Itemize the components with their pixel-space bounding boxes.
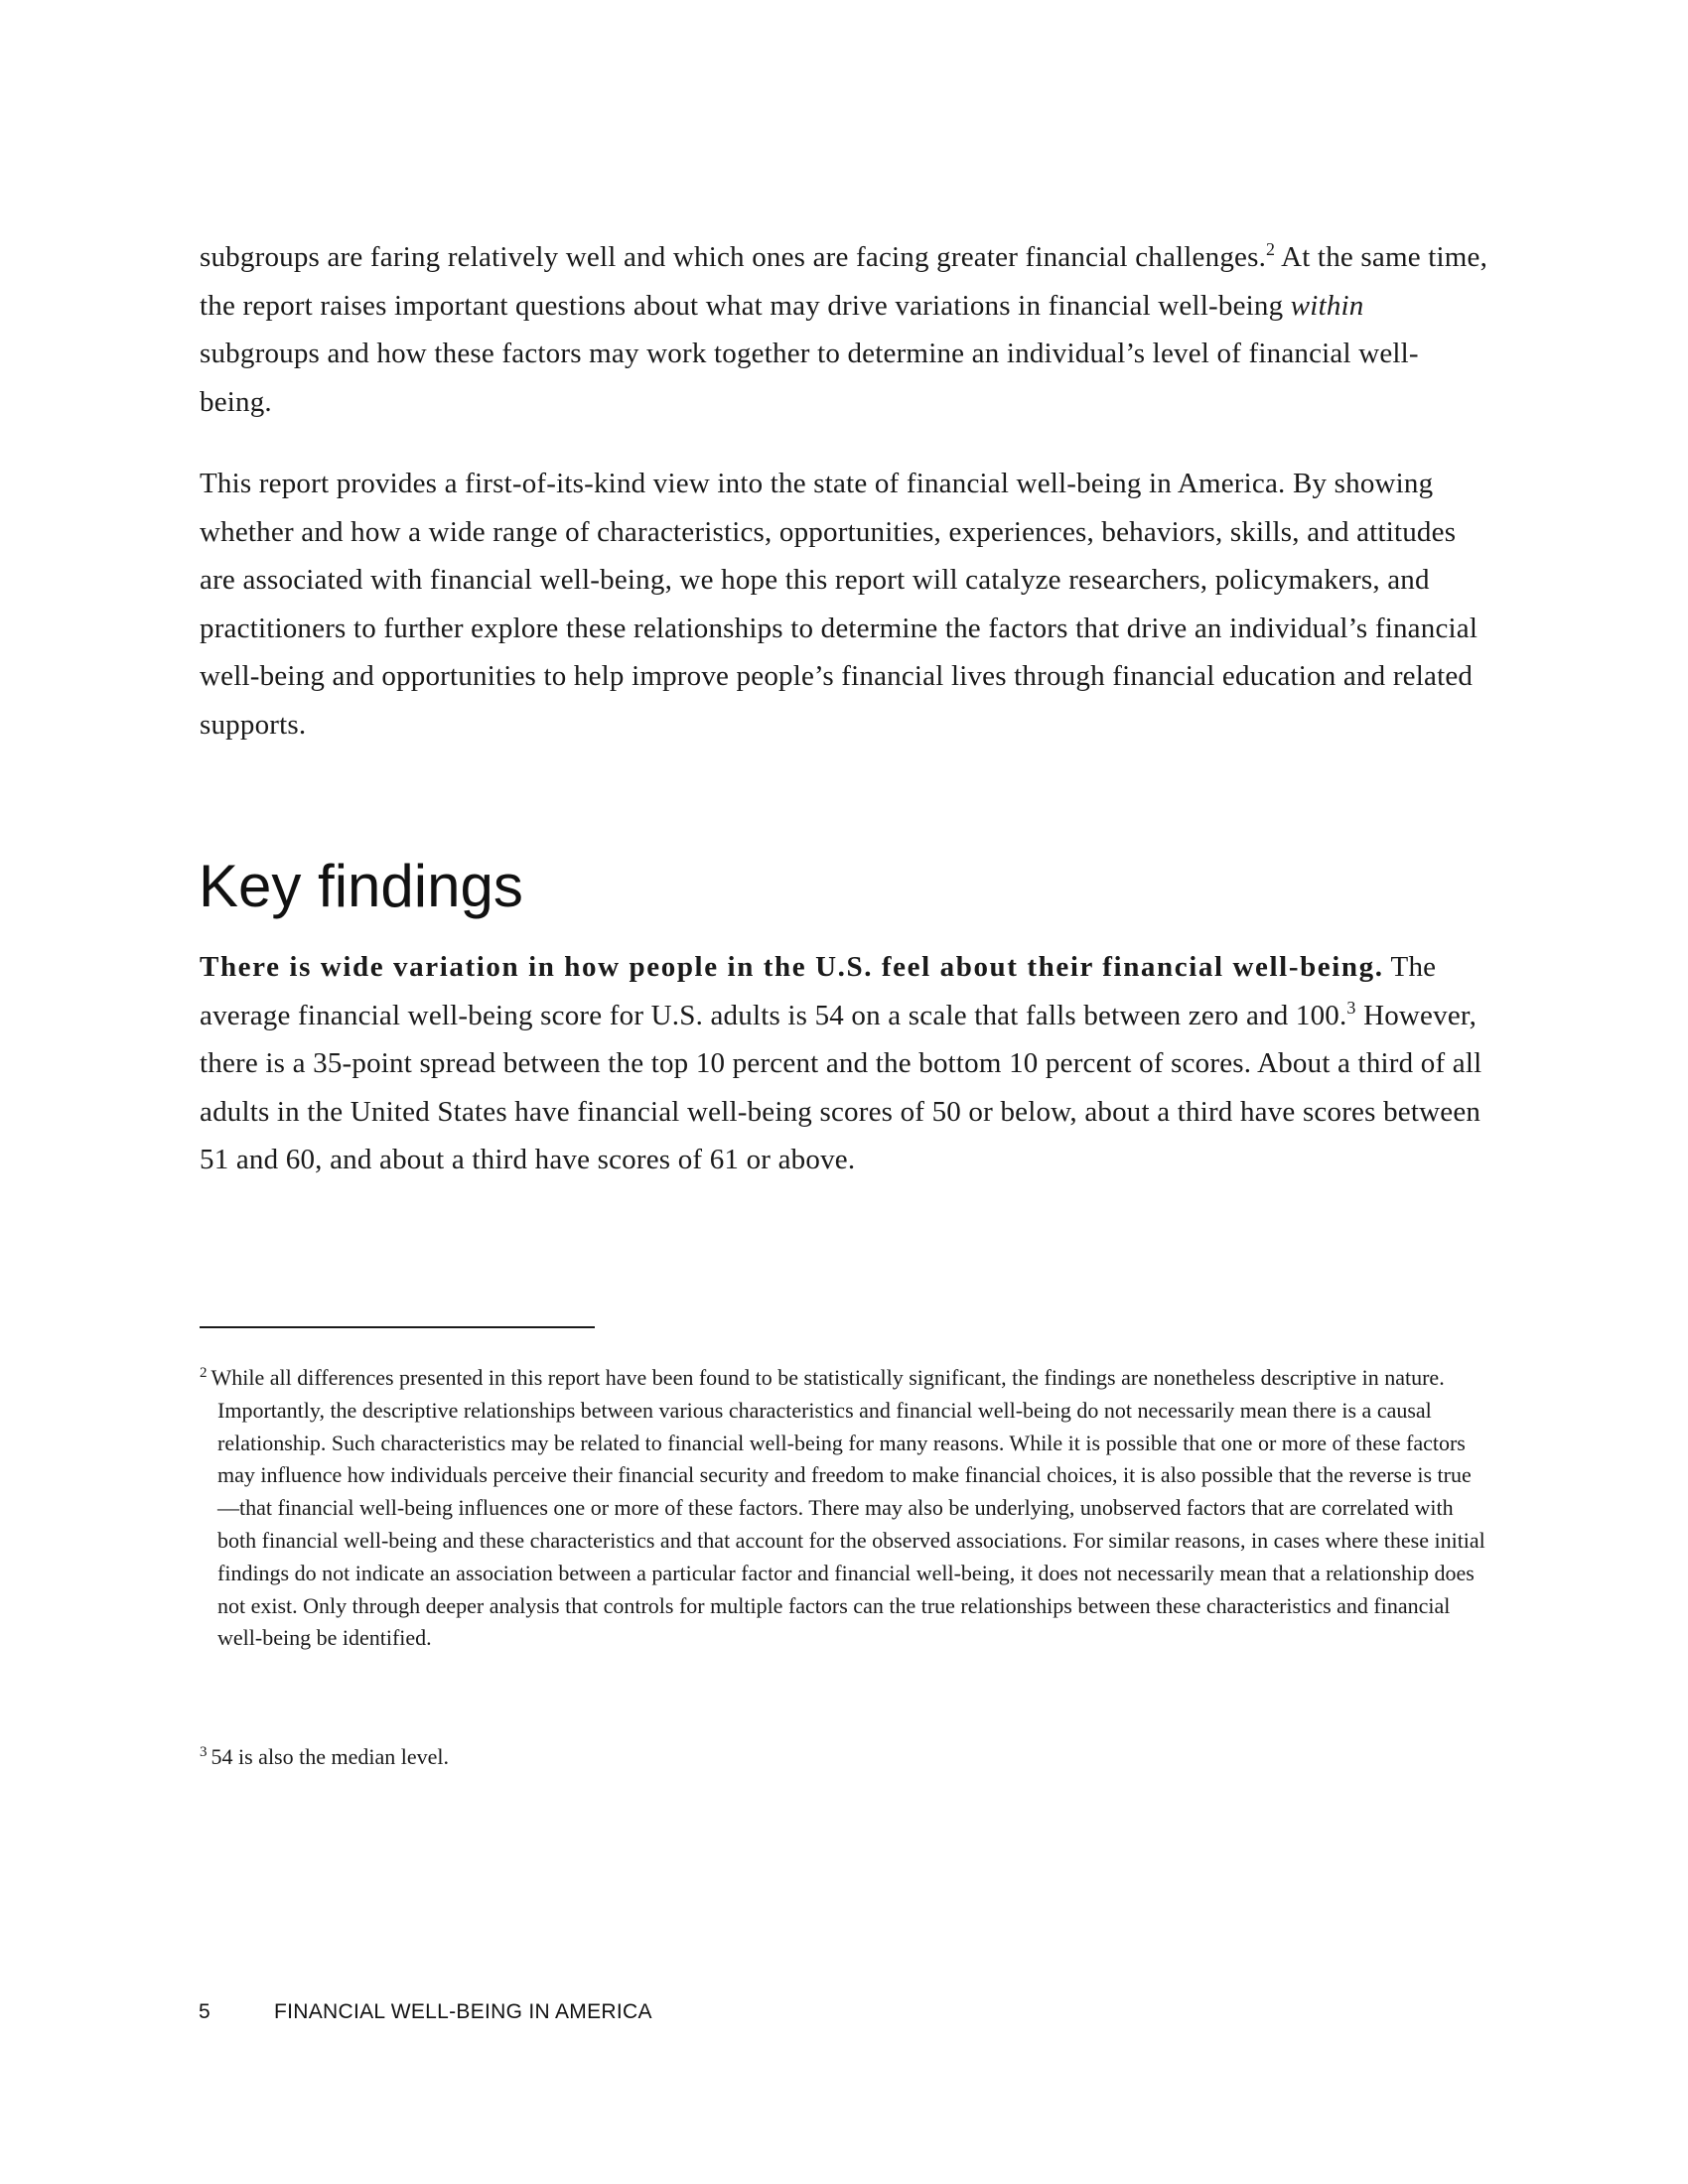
body-paragraph-wide-variation xyxy=(200,943,1490,1184)
paragraph-text: At the same time, the report raises important questions about what may drive variations in financial well-being xyxy=(200,241,1488,322)
lead-sentence: There is wide variation in how people in the U.S. feel about their financial well-being. xyxy=(200,951,1384,983)
footnote-reference-2[interactable]: 2 xyxy=(1266,239,1276,259)
footer-title: FINANCIAL WELL-BEING IN AMERICA xyxy=(274,2000,652,2023)
footnote-text: While all differences presented in this report have been found to be statistically significant, the findings are nonetheless descriptive in nature. Importantly, the descriptive relationships between various characteristics and financial well-being do not necessarily mean there is a causal relationship. Such characteristics may be related to financial well-being for many reasons. While it is possible that one or more of these factors may influence how individuals perceive their financial security and freedom to make financial choices, it is also possible that the reverse is true—that financial well-being influences one or more of these factors. There may also be underlying, unobserved factors that are correlated with both financial well-being and these characteristics and that account for the observed associations. For similar reasons, in cases where these initial findings do not indicate an association between a particular factor and financial well-being, it does not necessarily mean that a relationship does not exist. Only through deeper analysis that controls for multiple factors can the true relationships between these characteristics and financial well-being be identified. xyxy=(211,1365,1485,1651)
page-number: 5 xyxy=(199,2000,211,2023)
paragraph-text: The average financial well-being score for U.S. adults is 54 on a scale that falls between zero and 100. xyxy=(200,951,1437,1031)
footnote-marker: 3 xyxy=(200,1744,208,1760)
footnote-3 xyxy=(200,1741,1490,1774)
body-paragraph-report-overview: This report provides a first-of-its-kind view into the state of financial well-being in America. By showing whether and how a wide range of characteristics, opportunities, experiences, behaviors, skills, and attitudes are associated with financial well-being, we hope this report will catalyze researchers, policymakers, and practitioners to further explore these relationships to determine the factors that drive an individual’s financial well-being and opportunities to help improve people’s financial lives through financial education and related supports. xyxy=(200,468,1478,741)
footnote-marker: 2 xyxy=(200,1365,208,1381)
paragraph-text: However, there is a 35-point spread between the top 10 percent and the bottom 10 percent of scores. About a third of all adults in the United States have financial well-being scores of 50 or below, about a third have scores between 51 and 60, and about a third have scores of 61 or above. xyxy=(200,999,1482,1175)
emphasized-word: within xyxy=(1290,289,1364,322)
body-paragraph-subgroups xyxy=(200,233,1490,426)
page-footer xyxy=(199,1999,652,2025)
paragraph-text: subgroups are faring relatively well and which ones are facing greater financial challenges. xyxy=(200,241,1267,273)
footnote-divider xyxy=(200,1326,595,1328)
section-heading-key-findings: Key findings xyxy=(199,853,523,919)
paragraph-text: subgroups and how these factors may work together to determine an individual’s level of financial well-being. xyxy=(200,338,1419,418)
footnote-reference-3[interactable]: 3 xyxy=(1346,997,1356,1018)
footnote-text: 54 is also the median level. xyxy=(211,1744,449,1769)
footnote-2 xyxy=(200,1362,1490,1655)
